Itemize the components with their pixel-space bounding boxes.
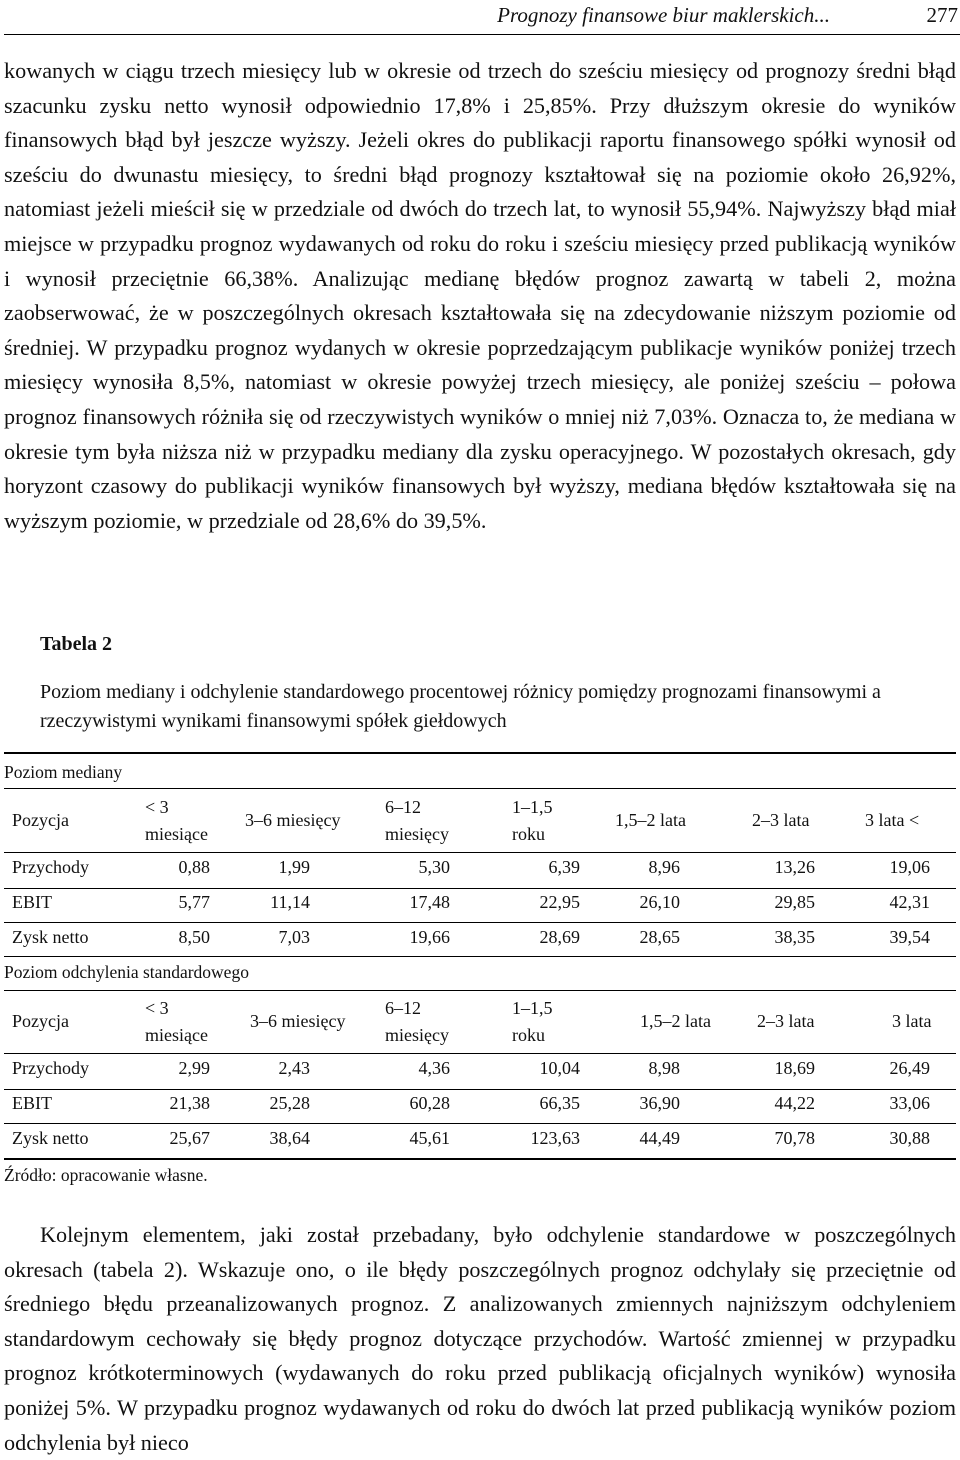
table-cell: 0,88 [178, 857, 210, 877]
table-cell: 11,14 [270, 892, 310, 912]
table-cell: 36,90 [639, 1093, 680, 1113]
row-rule [4, 888, 956, 889]
table-cell: 38,35 [774, 927, 815, 947]
table-cell: 7,03 [278, 927, 310, 947]
column-header: 1,5–2 lata [640, 1011, 711, 1031]
column-header: 1–1,5 roku [512, 797, 553, 844]
body-paragraph-2 [4, 1218, 956, 1460]
column-header: 3–6 miesięcy [250, 1011, 346, 1031]
table-cell: 45,61 [409, 1128, 450, 1148]
column-header-position: Pozycja [12, 1011, 69, 1031]
column-header: 6–12 miesięcy [385, 797, 449, 844]
table-cell: 44,22 [774, 1093, 815, 1113]
paragraph-text: kowanych w ciągu trzech miesięcy lub w okresie od trzech do sześciu miesięcy od prognozy średni błąd szacunku zysku netto wynosił odpowiednio 17,8% i 25,85%. Przy dłuższym okresie do wyników finansowych błąd był jeszcze wyższy. Jeżeli okres do publikacji raportu finansowego spółki wynosił od sześciu do dwunastu miesięcy, to średni błąd prognozy kształtował się na poziomie około 26,92%, natomiast jeżeli mieścił się w przedziale od dwóch do trzech lat, to wynosił 55,94%. Najwyższy błąd miał miejsce w przypadku prognoz wydawanych od roku do roku i sześciu miesięcy przed publikacją wyników i wynosił przeciętnie 66,38%. Analizując medianę błędów prognoz zawartą w tabeli 2, można zaobserwować, że w poszczególnych okresach kształtowała się na zdecydowanie niższym poziomie od średniej. W przypadku prognoz wydanych w okresie poprzedzającym publikacje wyników poniżej trzech miesięcy wynosiła 8,5%, natomiast w okresie powyżej trzech miesięcy, ale poniżej sześciu – połowa prognoz finansowych różniła się od rzeczywistych wyników o mniej niż 7,03%. Oznacza to, że mediana w okresie tym była niższa niż w przypadku mediany dla zysku operacyjnego. W pozostałych okresach, gdy horyzont czasowy do publikacji wyników finansowych był wyższy, mediana błędów kształtowała się na wyższym poziomie, w przedziale od 28,6% do 39,5%. [4, 58, 956, 533]
table-cell: 1,99 [278, 857, 310, 877]
table-cell: 21,38 [169, 1093, 210, 1113]
table-caption: Poziom mediany i odchylenie standardowego procentowej różnicy pomiędzy prognozami finansowymi a rzeczywistymi wynikami finansowymi spółek giełdowych [40, 681, 881, 732]
table-label: Tabela 2 [40, 633, 113, 655]
table-cell: 123,63 [530, 1128, 580, 1148]
table-cell: 2,99 [178, 1058, 210, 1078]
header-rule [4, 852, 956, 853]
column-header: 2–3 lata [757, 1011, 815, 1031]
table-cell: 60,28 [409, 1093, 450, 1113]
row-label: Przychody [12, 857, 89, 877]
table-cell: 38,64 [269, 1128, 310, 1148]
column-header: 6–12 miesięcy [385, 998, 449, 1045]
body-paragraph-1 [4, 54, 956, 538]
table-cell: 44,49 [639, 1128, 680, 1148]
table-cell: 18,69 [774, 1058, 815, 1078]
column-header: < 3 miesiące [145, 797, 208, 844]
table-cell: 39,54 [889, 927, 930, 947]
table-cell: 25,28 [269, 1093, 310, 1113]
row-rule [4, 956, 956, 957]
row-label: EBIT [12, 892, 52, 912]
row-rule [4, 1089, 956, 1090]
row-label: EBIT [12, 1093, 52, 1113]
table-cell: 4,36 [418, 1058, 450, 1078]
paragraph-text: Kolejnym elementem, jaki został przebadany, było odchylenie standardowe w poszczególnych okresach (tabela 2). Wskazuje ono, o ile błędy poszczególnych prognoz odchylały się przeciętnie od średniego błędu przeanalizowanych prognoz. Z analizowanych zmiennych najniższym odchyleniem standardowym cechowały się błędy prognoz dotyczące przychodów. Wartość zmiennej w przypadku prognoz krótkoterminowych (wydawanych do roku przed publikacją oficjalnych wyników) wynosiła poniżej 5%. W przypadku prognoz wydawanych od roku do dwóch lat przed publikacją wyników poziom odchylenia był nieco [4, 1222, 956, 1455]
row-label: Zysk netto [12, 1128, 89, 1148]
column-header: 3 lata < [865, 810, 920, 830]
table-source: Źródło: opracowanie własne. [4, 1165, 208, 1185]
table-cell: 19,66 [409, 927, 450, 947]
section-title-median: Poziom mediany [4, 762, 123, 782]
table-cell: 13,26 [774, 857, 815, 877]
header-rule [4, 34, 960, 35]
table-cell: 5,77 [178, 892, 210, 912]
table-cell: 8,50 [178, 927, 210, 947]
running-header [0, 0, 960, 32]
row-label: Zysk netto [12, 927, 89, 947]
table-cell: 17,48 [409, 892, 450, 912]
column-header: 1,5–2 lata [615, 810, 686, 830]
column-header: < 3 miesiące [145, 998, 208, 1045]
table-bottom-rule [4, 1158, 956, 1160]
section-title-stddev: Poziom odchylenia standardowego [4, 962, 249, 982]
section-rule [4, 788, 956, 789]
table-cell: 66,35 [539, 1093, 580, 1113]
table-cell: 42,31 [889, 892, 930, 912]
row-rule [4, 922, 956, 923]
column-header: 2–3 lata [752, 810, 810, 830]
column-header-position: Pozycja [12, 810, 69, 830]
table-cell: 19,06 [889, 857, 930, 877]
column-header: 3 lata [892, 1011, 932, 1031]
table-cell: 8,98 [648, 1058, 680, 1078]
column-header: 3–6 miesięcy [245, 810, 341, 830]
table-cell: 70,78 [774, 1128, 815, 1148]
table-cell: 28,69 [539, 927, 580, 947]
table-cell: 2,43 [278, 1058, 310, 1078]
table-cell: 26,10 [639, 892, 680, 912]
table-cell: 25,67 [169, 1128, 210, 1148]
table-cell: 6,39 [548, 857, 580, 877]
table-cell: 22,95 [539, 892, 580, 912]
table-cell: 30,88 [889, 1128, 930, 1148]
row-label: Przychody [12, 1058, 89, 1078]
page-number: 277 [926, 3, 958, 27]
table-top-rule [4, 752, 956, 754]
column-header: 1–1,5 roku [512, 998, 553, 1045]
header-rule [4, 1053, 956, 1054]
running-title: Prognozy finansowe biur maklerskich... [497, 3, 830, 27]
table-cell: 8,96 [648, 857, 680, 877]
table-cell: 29,85 [774, 892, 815, 912]
table-cell: 28,65 [639, 927, 680, 947]
table-cell: 26,49 [889, 1058, 930, 1078]
section-rule [4, 990, 956, 991]
table-cell: 5,30 [418, 857, 450, 877]
table-cell: 10,04 [539, 1058, 580, 1078]
table-cell: 33,06 [889, 1093, 930, 1113]
row-rule [4, 1123, 956, 1124]
